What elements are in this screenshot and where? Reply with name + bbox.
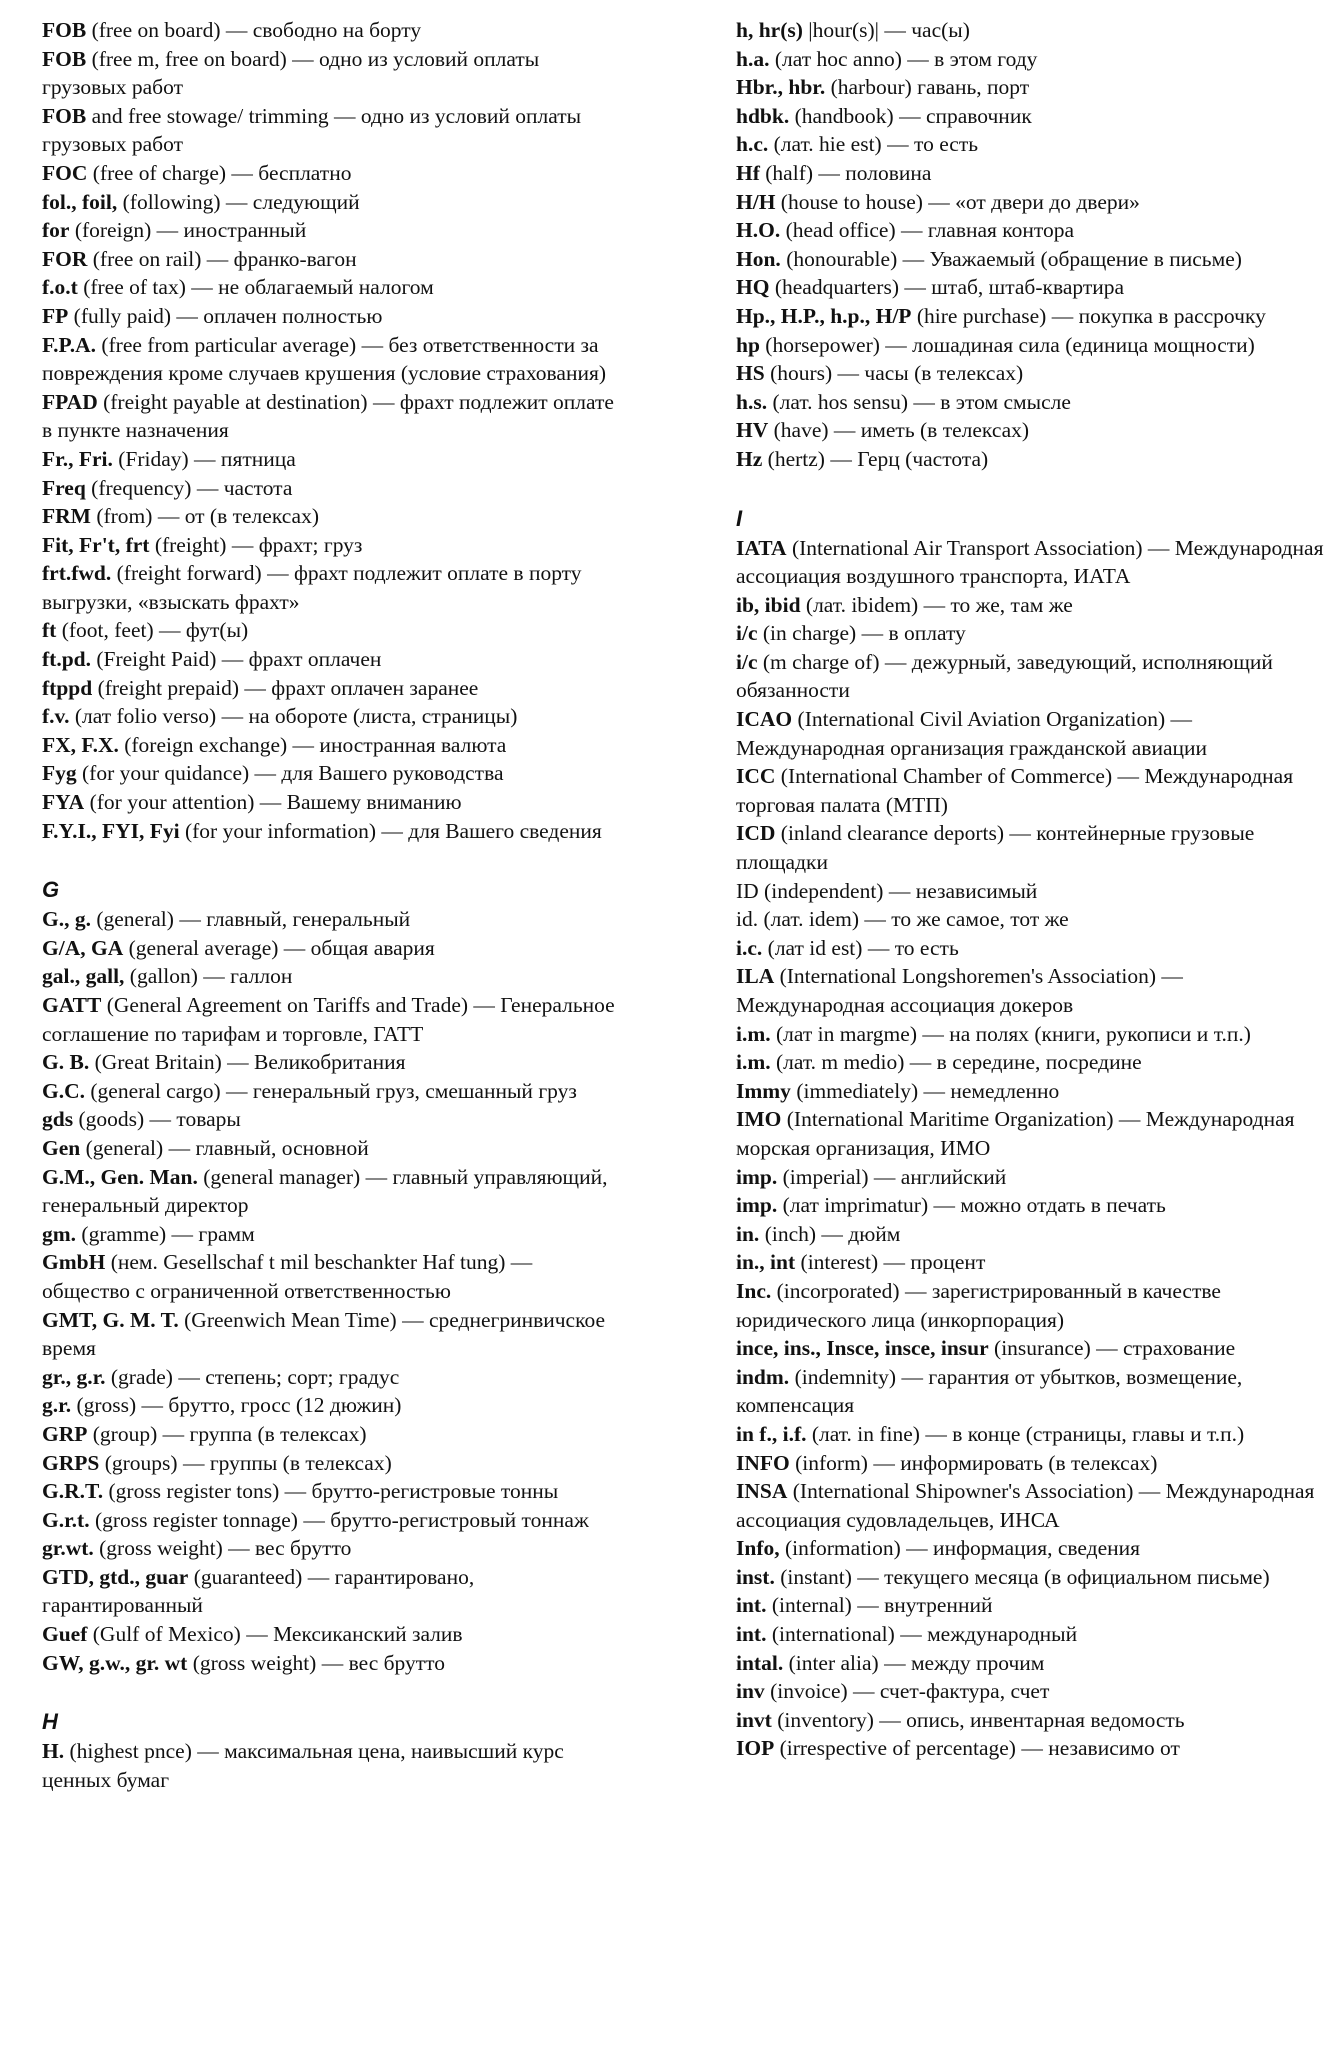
dictionary-entry xyxy=(42,102,622,159)
entry-term: ince, ins., Insce, insce, insur xyxy=(736,1336,989,1361)
dictionary-entry xyxy=(736,1534,1326,1563)
entry-definition: (inland clearance deports) — контейнерные грузовые площадки xyxy=(736,821,1255,875)
dictionary-entry xyxy=(736,1163,1326,1192)
entry-term: Gen xyxy=(42,1135,81,1160)
entry-definition: (harbour) гавань, порт xyxy=(825,75,1030,100)
entry-term: g.r. xyxy=(42,1393,72,1418)
entry-definition: (indemnity) — гарантия от убытков, возмещение, компенсация xyxy=(736,1364,1243,1418)
section-letter: G xyxy=(42,877,60,903)
entry-definition: (inch) — дюйм xyxy=(759,1221,901,1246)
dictionary-entry xyxy=(736,1277,1326,1334)
entry-definition: (general cargo) — генеральный груз, смешанный груз xyxy=(85,1078,577,1103)
entry-term: imp. xyxy=(736,1164,778,1189)
entry-term: i.c. xyxy=(736,935,763,960)
dictionary-entry xyxy=(42,1248,622,1305)
entry-term: GRP xyxy=(42,1421,88,1446)
entry-term: in., int xyxy=(736,1250,796,1275)
entry-term: hp xyxy=(736,332,760,357)
entry-term: intal. xyxy=(736,1650,784,1675)
entry-term: INSA xyxy=(736,1479,788,1504)
dictionary-entry xyxy=(736,45,1326,74)
entry-definition: (Friday) — пятница xyxy=(112,446,296,471)
entry-definition: (insurance) — страхование xyxy=(988,1336,1236,1361)
dictionary-entry xyxy=(42,474,622,503)
entry-definition: (International Civil Aviation Organization) — Международная организация гражданской авиации xyxy=(736,707,1208,760)
entry-term: ILA xyxy=(736,964,775,989)
entry-definition: (international) — международный xyxy=(766,1622,1078,1647)
dictionary-entry xyxy=(42,331,622,388)
entry-definition: (gallon) — галлон xyxy=(124,964,293,989)
entry-definition: (Great Britain) — Великобритания xyxy=(89,1050,406,1075)
entry-term: ft.pd. xyxy=(42,647,91,672)
dictionary-entry xyxy=(736,705,1326,762)
entry-term: FOC xyxy=(42,160,88,185)
entry-definition: (information) — информация, сведения xyxy=(779,1536,1141,1561)
dictionary-entry xyxy=(736,591,1326,620)
entry-definition: (лат folio verso) — на обороте (листа, страницы) xyxy=(69,704,518,729)
entry-definition: (irrespective of percentage) — независимо от xyxy=(774,1736,1180,1761)
dictionary-entry xyxy=(42,1449,622,1478)
entry-term: G/A, GA xyxy=(42,935,124,960)
entry-term: h.s. xyxy=(736,389,768,414)
entry-term: G. B. xyxy=(42,1050,90,1075)
dictionary-entry xyxy=(736,245,1326,274)
dictionary-entry xyxy=(42,1534,622,1563)
dictionary-entry xyxy=(42,16,622,45)
dictionary-entry xyxy=(42,445,622,474)
entry-term: HS xyxy=(736,361,765,386)
entry-term: IMO xyxy=(736,1107,782,1132)
entry-definition: (highest pnce) — максимальная цена, наивысший курс ценных бумаг xyxy=(42,1739,564,1792)
entry-term: GMT, G. M. T. xyxy=(42,1307,179,1332)
entry-definition: (лат hoc anno) — в этом году xyxy=(769,46,1038,71)
dictionary-entry xyxy=(736,302,1326,331)
dictionary-entry xyxy=(736,1220,1326,1249)
entry-term: FX, F.X. xyxy=(42,732,119,757)
entry-definition: (free m, free on board) — одно из условий оплаты грузовых работ xyxy=(42,46,540,100)
dictionary-entry xyxy=(736,1706,1326,1735)
entry-term: gr., g.r. xyxy=(42,1364,106,1389)
dictionary-entry xyxy=(42,273,622,302)
entry-definition: (International Chamber of Commerce) — Международная торговая палата (МТП) xyxy=(736,764,1294,817)
dictionary-entry xyxy=(42,1506,622,1535)
dictionary-entry xyxy=(736,445,1326,474)
entry-term: f.v. xyxy=(42,704,70,729)
dictionary-entry xyxy=(42,702,622,731)
entry-definition: id. (лат. idem) — то же самое, тот же xyxy=(736,907,1069,932)
dictionary-entry xyxy=(42,1363,622,1392)
dictionary-entry xyxy=(42,502,622,531)
dictionary-entry xyxy=(736,73,1326,102)
entry-term: i.m. xyxy=(736,1021,771,1046)
dictionary-entry xyxy=(736,16,1326,45)
left-column xyxy=(42,16,622,1794)
entry-definition: (foreign) — иностранный xyxy=(69,218,307,243)
dictionary-entry xyxy=(736,102,1326,131)
entry-term: inv xyxy=(736,1679,765,1704)
entry-definition: (immediately) — немедленно xyxy=(790,1078,1060,1103)
dictionary-entry xyxy=(736,1048,1326,1077)
entry-term: H.O. xyxy=(736,218,781,243)
dictionary-entry xyxy=(42,1105,622,1134)
entry-definition: (fully paid) — оплачен полностью xyxy=(68,303,383,328)
entry-term: h.c. xyxy=(736,132,769,157)
dictionary-entry xyxy=(42,1220,622,1249)
dictionary-entry xyxy=(736,1420,1326,1449)
entry-definition: (headquarters) — штаб, штаб-квартира xyxy=(769,275,1125,300)
dictionary-entry xyxy=(736,388,1326,417)
entry-term: Immy xyxy=(736,1078,791,1103)
entry-definition: (horsepower) — лошадиная сила (единица мощности) xyxy=(759,332,1255,357)
entry-definition: (gross register tons) — брутто-регистровые тонны xyxy=(103,1479,559,1504)
entry-definition: (freight prepaid) — фрахт оплачен заранее xyxy=(92,675,479,700)
entry-term: INFO xyxy=(736,1450,790,1475)
dictionary-entry xyxy=(736,1477,1326,1534)
entry-term: FOB xyxy=(42,46,87,71)
entry-definition: (general manager) — главный управляющий, генеральный директор xyxy=(42,1164,608,1218)
dictionary-entry xyxy=(736,1077,1326,1106)
entry-definition: (freight forward) — фрахт подлежит оплате в порту выгрузки, «взыскать фрахт» xyxy=(42,561,582,614)
section-letter: I xyxy=(736,505,743,531)
entry-term: indm. xyxy=(736,1364,790,1389)
entry-definition: (лат in margme) — на полях (книги, рукописи и т.п.) xyxy=(770,1021,1251,1046)
dictionary-entry xyxy=(42,674,622,703)
entry-term: FPAD xyxy=(42,389,98,414)
entry-term: GW, g.w., gr. wt xyxy=(42,1650,188,1675)
dictionary-entry xyxy=(42,245,622,274)
entry-term: h.a. xyxy=(736,46,770,71)
entry-term: Inc. xyxy=(736,1278,772,1303)
dictionary-entry xyxy=(42,934,622,963)
dictionary-entry xyxy=(736,416,1326,445)
entry-term: FOR xyxy=(42,246,88,271)
entry-term: G.C. xyxy=(42,1078,85,1103)
entry-term: GRPS xyxy=(42,1450,100,1475)
entry-definition: (groups) — группы (в телексах) xyxy=(99,1450,392,1475)
entry-definition: (internal) — внутренний xyxy=(766,1593,993,1618)
entry-definition: (hours) — часы (в телексах) xyxy=(764,361,1024,386)
dictionary-entry xyxy=(736,877,1326,906)
entry-definition: (head office) — главная контора xyxy=(780,218,1075,243)
entry-definition: (International Longshoremen's Association) — Международная ассоциация докеров xyxy=(736,964,1183,1017)
entry-term: f.o.t xyxy=(42,275,78,300)
entry-term: Freq xyxy=(42,475,86,500)
entry-definition: (have) — иметь (в телексах) xyxy=(768,418,1030,443)
dictionary-entry xyxy=(42,645,622,674)
entry-term: FOB xyxy=(42,18,87,42)
entry-definition: (free of charge) — бесплатно xyxy=(87,160,352,185)
entry-term: ICAO xyxy=(736,707,793,732)
entry-definition: (guaranteed) — гарантировано, гарантированный xyxy=(42,1564,475,1618)
entry-definition: (general) — главный, генеральный xyxy=(90,907,411,932)
entry-term: GATT xyxy=(42,993,102,1017)
entry-definition: (inform) — информировать (в телексах) xyxy=(789,1450,1158,1475)
dictionary-entry xyxy=(42,616,622,645)
dictionary-entry xyxy=(736,1677,1326,1706)
entry-term: gr.wt. xyxy=(42,1536,94,1561)
dictionary-entry xyxy=(42,1477,622,1506)
dictionary-entry xyxy=(736,962,1326,1019)
entry-definition: (house to house) — «от двери до двери» xyxy=(775,189,1140,214)
entry-definition: (foot, feet) — фут(ы) xyxy=(56,618,249,643)
dictionary-entry xyxy=(736,1563,1326,1592)
entry-definition: (handbook) — справочник xyxy=(789,103,1032,128)
dictionary-entry xyxy=(42,1077,622,1106)
entry-definition: (grade) — степень; сорт; градус xyxy=(105,1364,400,1389)
entry-term: Guef xyxy=(42,1622,88,1647)
dictionary-entry xyxy=(736,1191,1326,1220)
entry-definition: (лат. hie est) — то есть xyxy=(768,132,979,157)
dictionary-entry xyxy=(736,905,1326,934)
dictionary-entry xyxy=(736,1020,1326,1049)
entry-definition: (for your attention) — Вашему вниманию xyxy=(84,790,462,815)
entry-term: HQ xyxy=(736,275,770,300)
entry-definition: (foreign exchange) — иностранная валюта xyxy=(118,732,507,757)
dictionary-entry xyxy=(42,45,622,102)
entry-term: Hf xyxy=(736,160,760,185)
entry-term: G.M., Gen. Man. xyxy=(42,1164,198,1189)
dictionary-entry xyxy=(42,788,622,817)
dictionary-entry xyxy=(736,273,1326,302)
entry-term: ft xyxy=(42,618,57,643)
dictionary-entry xyxy=(736,130,1326,159)
entry-term: in. xyxy=(736,1221,760,1246)
dictionary-entry xyxy=(736,1334,1326,1363)
entry-definition: (Freight Paid) — фрахт оплачен xyxy=(90,647,382,672)
dictionary-entry xyxy=(42,1391,622,1420)
dictionary-entry xyxy=(736,1105,1326,1162)
entry-term: int. xyxy=(736,1593,767,1618)
dictionary-entry xyxy=(736,359,1326,388)
entry-term: hdbk. xyxy=(736,103,790,128)
entry-definition: (International Air Transport Association) — Международная ассоциация воздушного транспорта, ИАТА xyxy=(736,535,1324,589)
entry-term: G.r.t. xyxy=(42,1507,90,1532)
entry-definition: (invoice) — счет-фактура, счет xyxy=(764,1679,1050,1704)
section-letter: H xyxy=(42,1709,58,1735)
entry-definition: (for your quidance) — для Вашего руководства xyxy=(76,761,504,786)
entry-definition: (freight) — фрахт; груз xyxy=(149,532,363,557)
entry-term: FRM xyxy=(42,504,91,529)
entry-definition: and free stowage/ trimming — одно из условий оплаты грузовых работ xyxy=(42,103,582,157)
entry-term: Hon. xyxy=(736,246,781,271)
dictionary-entry xyxy=(42,817,622,846)
dictionary-entry xyxy=(42,962,622,991)
entry-definition: (m charge of) — дежурный, заведующий, исполняющий обязанности xyxy=(736,649,1273,703)
entry-term: in f., i.f. xyxy=(736,1421,807,1446)
dictionary-entry xyxy=(42,991,622,1048)
dictionary-entry xyxy=(736,1248,1326,1277)
entry-definition: (International Shipowner's Association) — Международная ассоциация судовладельцев, ИНСА xyxy=(736,1479,1315,1532)
dictionary-entry xyxy=(736,534,1326,591)
dictionary-entry xyxy=(736,1591,1326,1620)
entry-term: Fyg xyxy=(42,761,77,786)
entry-definition: (gross weight) — вес брутто xyxy=(187,1650,446,1675)
entry-definition: (free from particular average) — без ответственности за повреждения кроме случаев крушения (условие страхования) xyxy=(42,332,607,386)
entry-term: G.R.T. xyxy=(42,1479,104,1504)
entry-definition: (inventory) — опись, инвентарная ведомость xyxy=(771,1707,1185,1732)
dictionary-entry xyxy=(42,1737,622,1794)
entry-term: Hp., H.P., h.p., H/P xyxy=(736,303,912,328)
dictionary-entry xyxy=(736,819,1326,876)
entry-term: for xyxy=(42,218,70,243)
entry-definition: (general average) — общая авария xyxy=(123,935,435,960)
entry-definition: (half) — половина xyxy=(759,160,932,185)
dictionary-entry xyxy=(42,731,622,760)
entry-definition: (imperial) — английский xyxy=(777,1164,1007,1189)
dictionary-entry xyxy=(42,1620,622,1649)
dictionary-entry xyxy=(736,619,1326,648)
dictionary-entry xyxy=(736,762,1326,819)
dictionary-entry xyxy=(42,1563,622,1620)
entry-term: gal., gall, xyxy=(42,964,125,989)
entry-term: i.m. xyxy=(736,1050,771,1075)
entry-definition: (free of tax) — не облагаемый налогом xyxy=(77,275,434,300)
entry-term: Fr., Fri. xyxy=(42,446,113,471)
entry-term: G., g. xyxy=(42,907,91,932)
entry-definition: (лат id est) — то есть xyxy=(762,935,959,960)
entry-term: frt.fwd. xyxy=(42,561,112,586)
dictionary-entry xyxy=(736,1734,1326,1763)
entry-term: inst. xyxy=(736,1564,775,1589)
entry-definition: (International Maritime Organization) — Международная морская организация, ИМО xyxy=(736,1107,1295,1160)
entry-definition: (free on rail) — франко-вагон xyxy=(87,246,357,271)
entry-definition: (hire purchase) — покупка в рассрочку xyxy=(911,303,1266,328)
dictionary-entry xyxy=(42,1048,622,1077)
entry-definition: (gross register tonnage) — брутто-регистровый тоннаж xyxy=(89,1507,589,1532)
entry-term: F.Y.I., FYI, Fyi xyxy=(42,818,180,843)
entry-definition: (gross) — брутто, гросс (12 дюжин) xyxy=(71,1393,402,1418)
dictionary-entry xyxy=(42,1306,622,1363)
entry-definition: (General Agreement on Tariffs and Trade) — Генеральное соглашение по тарифам и торговле, ГАТТ xyxy=(42,993,615,1046)
entry-term: FYA xyxy=(42,790,85,815)
entry-term: Hbr., hbr. xyxy=(736,75,826,100)
entry-definition: (interest) — процент xyxy=(795,1250,986,1275)
entry-definition: (лат imprimatur) — можно отдать в печать xyxy=(777,1193,1166,1218)
entry-definition: (Greenwich Mean Time) — среднегринвичское время xyxy=(42,1307,605,1361)
entry-definition: (inter alia) — между прочим xyxy=(783,1650,1045,1675)
entry-term: ib, ibid xyxy=(736,592,801,617)
dictionary-entry xyxy=(736,331,1326,360)
entry-definition: (goods) — товары xyxy=(73,1107,241,1132)
entry-term: Fit, Fr't, frt xyxy=(42,532,150,557)
entry-definition: (лат. in fine) — в конце (страницы, главы и т.п.) xyxy=(806,1421,1245,1446)
entry-definition: (freight payable at destination) — фрахт подлежит оплате в пункте назначения xyxy=(42,389,614,443)
dictionary-entry xyxy=(42,159,622,188)
entry-definition: (instant) — текущего месяца (в официальном письме) xyxy=(774,1564,1270,1589)
entry-definition: (frequency) — частота xyxy=(85,475,293,500)
dictionary-entry xyxy=(736,188,1326,217)
entry-term: i/c xyxy=(736,621,758,646)
entry-definition: (лат. m medio) — в середине, посредине xyxy=(770,1050,1142,1075)
entry-term: ftppd xyxy=(42,675,93,700)
entry-term: HV xyxy=(736,418,769,443)
entry-definition: (gross weight) — вес брутто xyxy=(93,1536,352,1561)
entry-term: int. xyxy=(736,1622,767,1647)
dictionary-entry xyxy=(42,759,622,788)
dictionary-entry xyxy=(736,648,1326,705)
entry-definition: (from) — от (в телексах) xyxy=(90,504,319,529)
entry-definition: (in charge) — в оплату xyxy=(757,621,966,646)
dictionary-entry xyxy=(42,1649,622,1678)
entry-definition: (incorporated) — зарегистрированный в качестве юридического лица (инкорпорация) xyxy=(736,1278,1221,1332)
entry-definition: (general) — главный, основной xyxy=(80,1135,369,1160)
entry-definition: (hertz) — Герц (частота) xyxy=(762,446,989,471)
dictionary-entry xyxy=(736,216,1326,245)
entry-definition: (group) — группа (в телексах) xyxy=(87,1421,367,1446)
entry-term: gds xyxy=(42,1107,74,1132)
entry-term: FP xyxy=(42,303,69,328)
entry-definition: ID (independent) — независимый xyxy=(736,878,1038,903)
dictionary-entry xyxy=(42,302,622,331)
entry-definition: (honourable) — Уважаемый (обращение в письме) xyxy=(780,246,1242,271)
entry-definition: |hour(s)| — час(ы) xyxy=(802,18,970,42)
dictionary-entry xyxy=(42,1163,622,1220)
dictionary-entry xyxy=(42,188,622,217)
entry-term: H. xyxy=(42,1739,65,1764)
entry-term: h, hr(s) xyxy=(736,18,803,42)
dictionary-entry xyxy=(42,388,622,445)
entry-term: GmbH xyxy=(42,1250,106,1275)
entry-definition: (лат. hos sensu) — в этом смысле xyxy=(767,389,1071,414)
entry-definition: (Gulf of Mexico) — Мексиканский залив xyxy=(87,1622,463,1647)
entry-term: GTD, gtd., guar xyxy=(42,1564,189,1589)
entry-term: imp. xyxy=(736,1193,778,1218)
entry-term: ICD xyxy=(736,821,776,846)
entry-definition: (following) — следующий xyxy=(117,189,360,214)
entry-term: invt xyxy=(736,1707,772,1732)
entry-term: F.P.A. xyxy=(42,332,96,357)
entry-term: IATA xyxy=(736,535,787,560)
entry-term: fol., foil, xyxy=(42,189,118,214)
dictionary-entry xyxy=(42,1134,622,1163)
dictionary-entry xyxy=(42,1420,622,1449)
entry-term: FOB xyxy=(42,103,87,128)
dictionary-entry xyxy=(42,216,622,245)
entry-definition: (for your information) — для Вашего сведения xyxy=(179,818,602,843)
dictionary-entry xyxy=(42,559,622,616)
dictionary-entry xyxy=(42,905,622,934)
right-column xyxy=(736,16,1326,1763)
entry-definition: (free on board) — свободно на борту xyxy=(86,18,422,42)
entry-definition: (нем. Gesellschaf t mil beschankter Haf tung) — общество с ограниченной ответственностью xyxy=(42,1250,533,1303)
entry-term: ICC xyxy=(736,764,776,789)
dictionary-entry xyxy=(736,1363,1326,1420)
dictionary-entry xyxy=(736,159,1326,188)
entry-term: H/H xyxy=(736,189,776,214)
entry-term: i/c xyxy=(736,649,758,674)
dictionary-entry xyxy=(736,1449,1326,1478)
dictionary-entry xyxy=(736,934,1326,963)
entry-term: Hz xyxy=(736,446,763,471)
dictionary-entry xyxy=(42,531,622,560)
dictionary-entry xyxy=(736,1649,1326,1678)
entry-definition: (gramme) — грамм xyxy=(76,1221,255,1246)
entry-term: Info, xyxy=(736,1536,780,1561)
entry-definition: (лат. ibidem) — то же, там же xyxy=(800,592,1073,617)
entry-term: gm. xyxy=(42,1221,77,1246)
entry-term: IOP xyxy=(736,1736,775,1761)
dictionary-entry xyxy=(736,1620,1326,1649)
